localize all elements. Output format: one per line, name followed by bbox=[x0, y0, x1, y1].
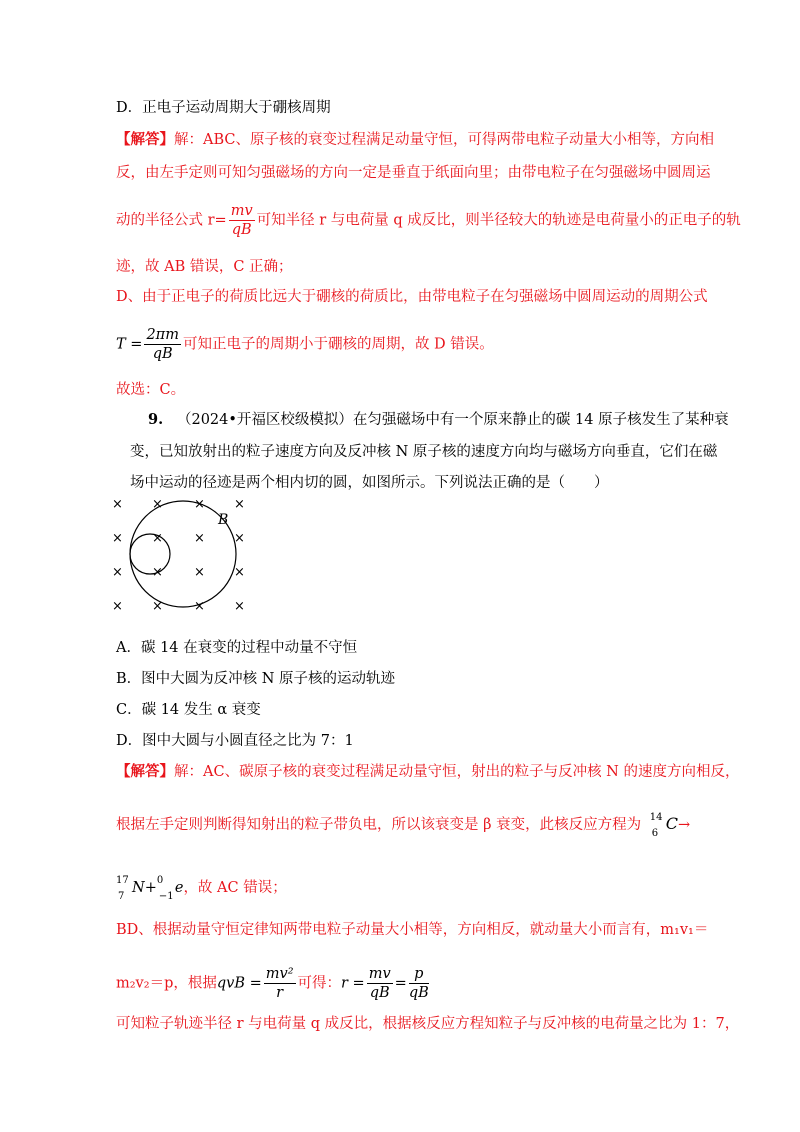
fraction-numerator: mv bbox=[230, 203, 253, 219]
field-mark: × bbox=[152, 599, 163, 614]
plus-sign: + bbox=[144, 880, 157, 896]
atomic-number: 7 bbox=[118, 891, 125, 902]
answer-text-3b: 可知半径 r 与电荷量 q 成反比，则半径较大的轨迹是电荷量小的正电子的轨 bbox=[256, 212, 741, 229]
equals-sign: = bbox=[394, 975, 407, 992]
field-mark: × bbox=[194, 531, 205, 546]
fraction-denominator: qB bbox=[152, 346, 173, 362]
question-text-1: （2024•开福区校级模拟）在匀强磁场中有一个原来静止的碳 14 原子核发生了某种衰 bbox=[176, 412, 729, 428]
answer-line-2: 反，由左手定则可知匀强磁场的方向一定是垂直于纸面向里；由带电粒子在匀强磁场中圆周运 bbox=[116, 165, 711, 181]
field-mark: × bbox=[112, 497, 123, 512]
option-c: C．碳 14 发生 α 衰变 bbox=[116, 702, 261, 718]
option-d-prev: D．正电子运动周期大于硼核周期 bbox=[116, 100, 331, 116]
field-mark: × bbox=[234, 497, 245, 512]
nitrogen-symbol: N bbox=[132, 880, 145, 896]
option-d: D．图中大圆与小圆直径之比为 7：1 bbox=[116, 733, 354, 749]
field-mark: × bbox=[194, 497, 205, 512]
field-diagram-svg bbox=[110, 495, 260, 615]
carbon-nuclide bbox=[649, 812, 666, 839]
field-mark: × bbox=[112, 531, 123, 546]
answer9-text-5b: 可得： bbox=[297, 975, 342, 992]
answer-line-6 bbox=[116, 326, 494, 363]
answer9-line-4: BD、根据动量守恒定律知两带电粒子动量大小相等，方向相反，就动量大小而言有，m₁v₁＝ bbox=[116, 922, 709, 938]
magnetic-field-figure bbox=[110, 495, 260, 615]
atomic-number: −1 bbox=[158, 891, 174, 902]
fraction-denominator: qB bbox=[408, 985, 429, 1001]
answer-line-4: 迹，故 AB 错误，C 正确； bbox=[116, 259, 293, 275]
choose-line: 故选：C。 bbox=[116, 382, 186, 398]
electron-nuclide bbox=[156, 875, 175, 902]
question-9-line-3: 场中运动的径迹是两个相内切的圆，如图所示。下列说法正确的是（ ） bbox=[130, 475, 609, 491]
option-b: B．图中大圆为反冲核 N 原子核的运动轨迹 bbox=[116, 671, 396, 687]
period-fraction bbox=[144, 326, 181, 363]
answer9-line-6: 可知粒子轨迹半径 r 与电荷量 q 成反比，根据核反应方程知粒子与反冲核的电荷量之比为 1：7， bbox=[116, 1016, 740, 1032]
small-circle-track bbox=[130, 534, 170, 574]
electron-symbol: e bbox=[174, 880, 184, 896]
fraction-numerator: mv² bbox=[265, 966, 294, 982]
field-mark: × bbox=[152, 531, 163, 546]
fraction-numerator: 2πm bbox=[146, 327, 179, 343]
answer9-text-2: 根据左手定则判断得知射出的粒子带负电，所以该衰变是 β 衰变，此核反应方程为 bbox=[116, 817, 642, 833]
answer9-text-3b: ，故 AC 错误； bbox=[183, 880, 287, 896]
answer-tag: 【解答】 bbox=[116, 131, 174, 148]
answer-line-3 bbox=[116, 202, 741, 239]
question-number: 9. bbox=[148, 411, 164, 428]
answer9-line-5 bbox=[116, 965, 431, 1002]
carbon-symbol: C bbox=[665, 814, 678, 833]
answer9-line-1 bbox=[116, 762, 739, 782]
field-mark: × bbox=[194, 599, 205, 614]
fraction-numerator: mv bbox=[368, 966, 391, 982]
fraction-denominator: r bbox=[276, 985, 284, 1001]
answer9-text-5a: m₂v₂＝p，根据 bbox=[116, 975, 217, 992]
field-mark: × bbox=[234, 565, 245, 580]
radius-fraction-1 bbox=[367, 965, 393, 1002]
answer-text-1: 解：ABC、原子核的衰变过程满足动量守恒，可得两带电粒子动量大小相等，方向相 bbox=[174, 132, 714, 148]
period-symbol: T = bbox=[116, 336, 143, 353]
reaction-arrow: → bbox=[677, 817, 691, 833]
option-a: A．碳 14 在衰变的过程中动量不守恒 bbox=[116, 640, 358, 656]
mass-number: 0 bbox=[156, 875, 164, 886]
radius-eq-left: r = bbox=[341, 975, 365, 992]
question-9-line-1 bbox=[148, 410, 729, 430]
fraction-denominator: qB bbox=[369, 985, 390, 1001]
mass-number: 14 bbox=[649, 812, 663, 823]
answer9-line-2 bbox=[116, 812, 691, 839]
question-9-line-2: 变，已知放射出的粒子速度方向及反冲核 N 原子核的速度方向均与磁场方向垂直，它们在磁 bbox=[130, 444, 718, 460]
fraction-numerator: p bbox=[409, 965, 429, 984]
force-fraction bbox=[264, 965, 296, 1002]
field-label-b: B bbox=[218, 512, 229, 528]
answer-text-6b: 可知正电子的周期小于硼核的周期，故 D 错误。 bbox=[182, 336, 494, 353]
answer9-line-3 bbox=[116, 875, 287, 902]
fraction-denominator: qB bbox=[231, 222, 252, 238]
answer-text-3a: 动的半径公式 r= bbox=[116, 212, 227, 229]
field-mark: × bbox=[152, 565, 163, 580]
field-mark: × bbox=[112, 565, 123, 580]
answer9-text-1: 解：AC、碳原子核的衰变过程满足动量守恒，射出的粒子与反冲核 N 的速度方向相反， bbox=[174, 764, 740, 780]
radius-fraction bbox=[229, 202, 255, 239]
radius-fraction-2 bbox=[409, 965, 429, 1002]
field-mark: × bbox=[234, 599, 245, 614]
mass-number: 17 bbox=[116, 875, 129, 886]
atomic-number: 6 bbox=[651, 828, 659, 839]
field-mark: × bbox=[112, 599, 123, 614]
answer-line-5: D、由于正电子的荷质比远大于硼核的荷质比，由带电粒子在匀强磁场中圆周运动的周期公式 bbox=[116, 289, 708, 305]
answer-line-1 bbox=[116, 130, 714, 150]
field-mark: × bbox=[234, 531, 245, 546]
field-mark: × bbox=[194, 565, 205, 580]
nitrogen-nuclide bbox=[116, 875, 132, 902]
answer-tag: 【解答】 bbox=[116, 763, 174, 780]
force-eq-left: qvB = bbox=[216, 975, 262, 992]
field-mark: × bbox=[152, 497, 163, 512]
